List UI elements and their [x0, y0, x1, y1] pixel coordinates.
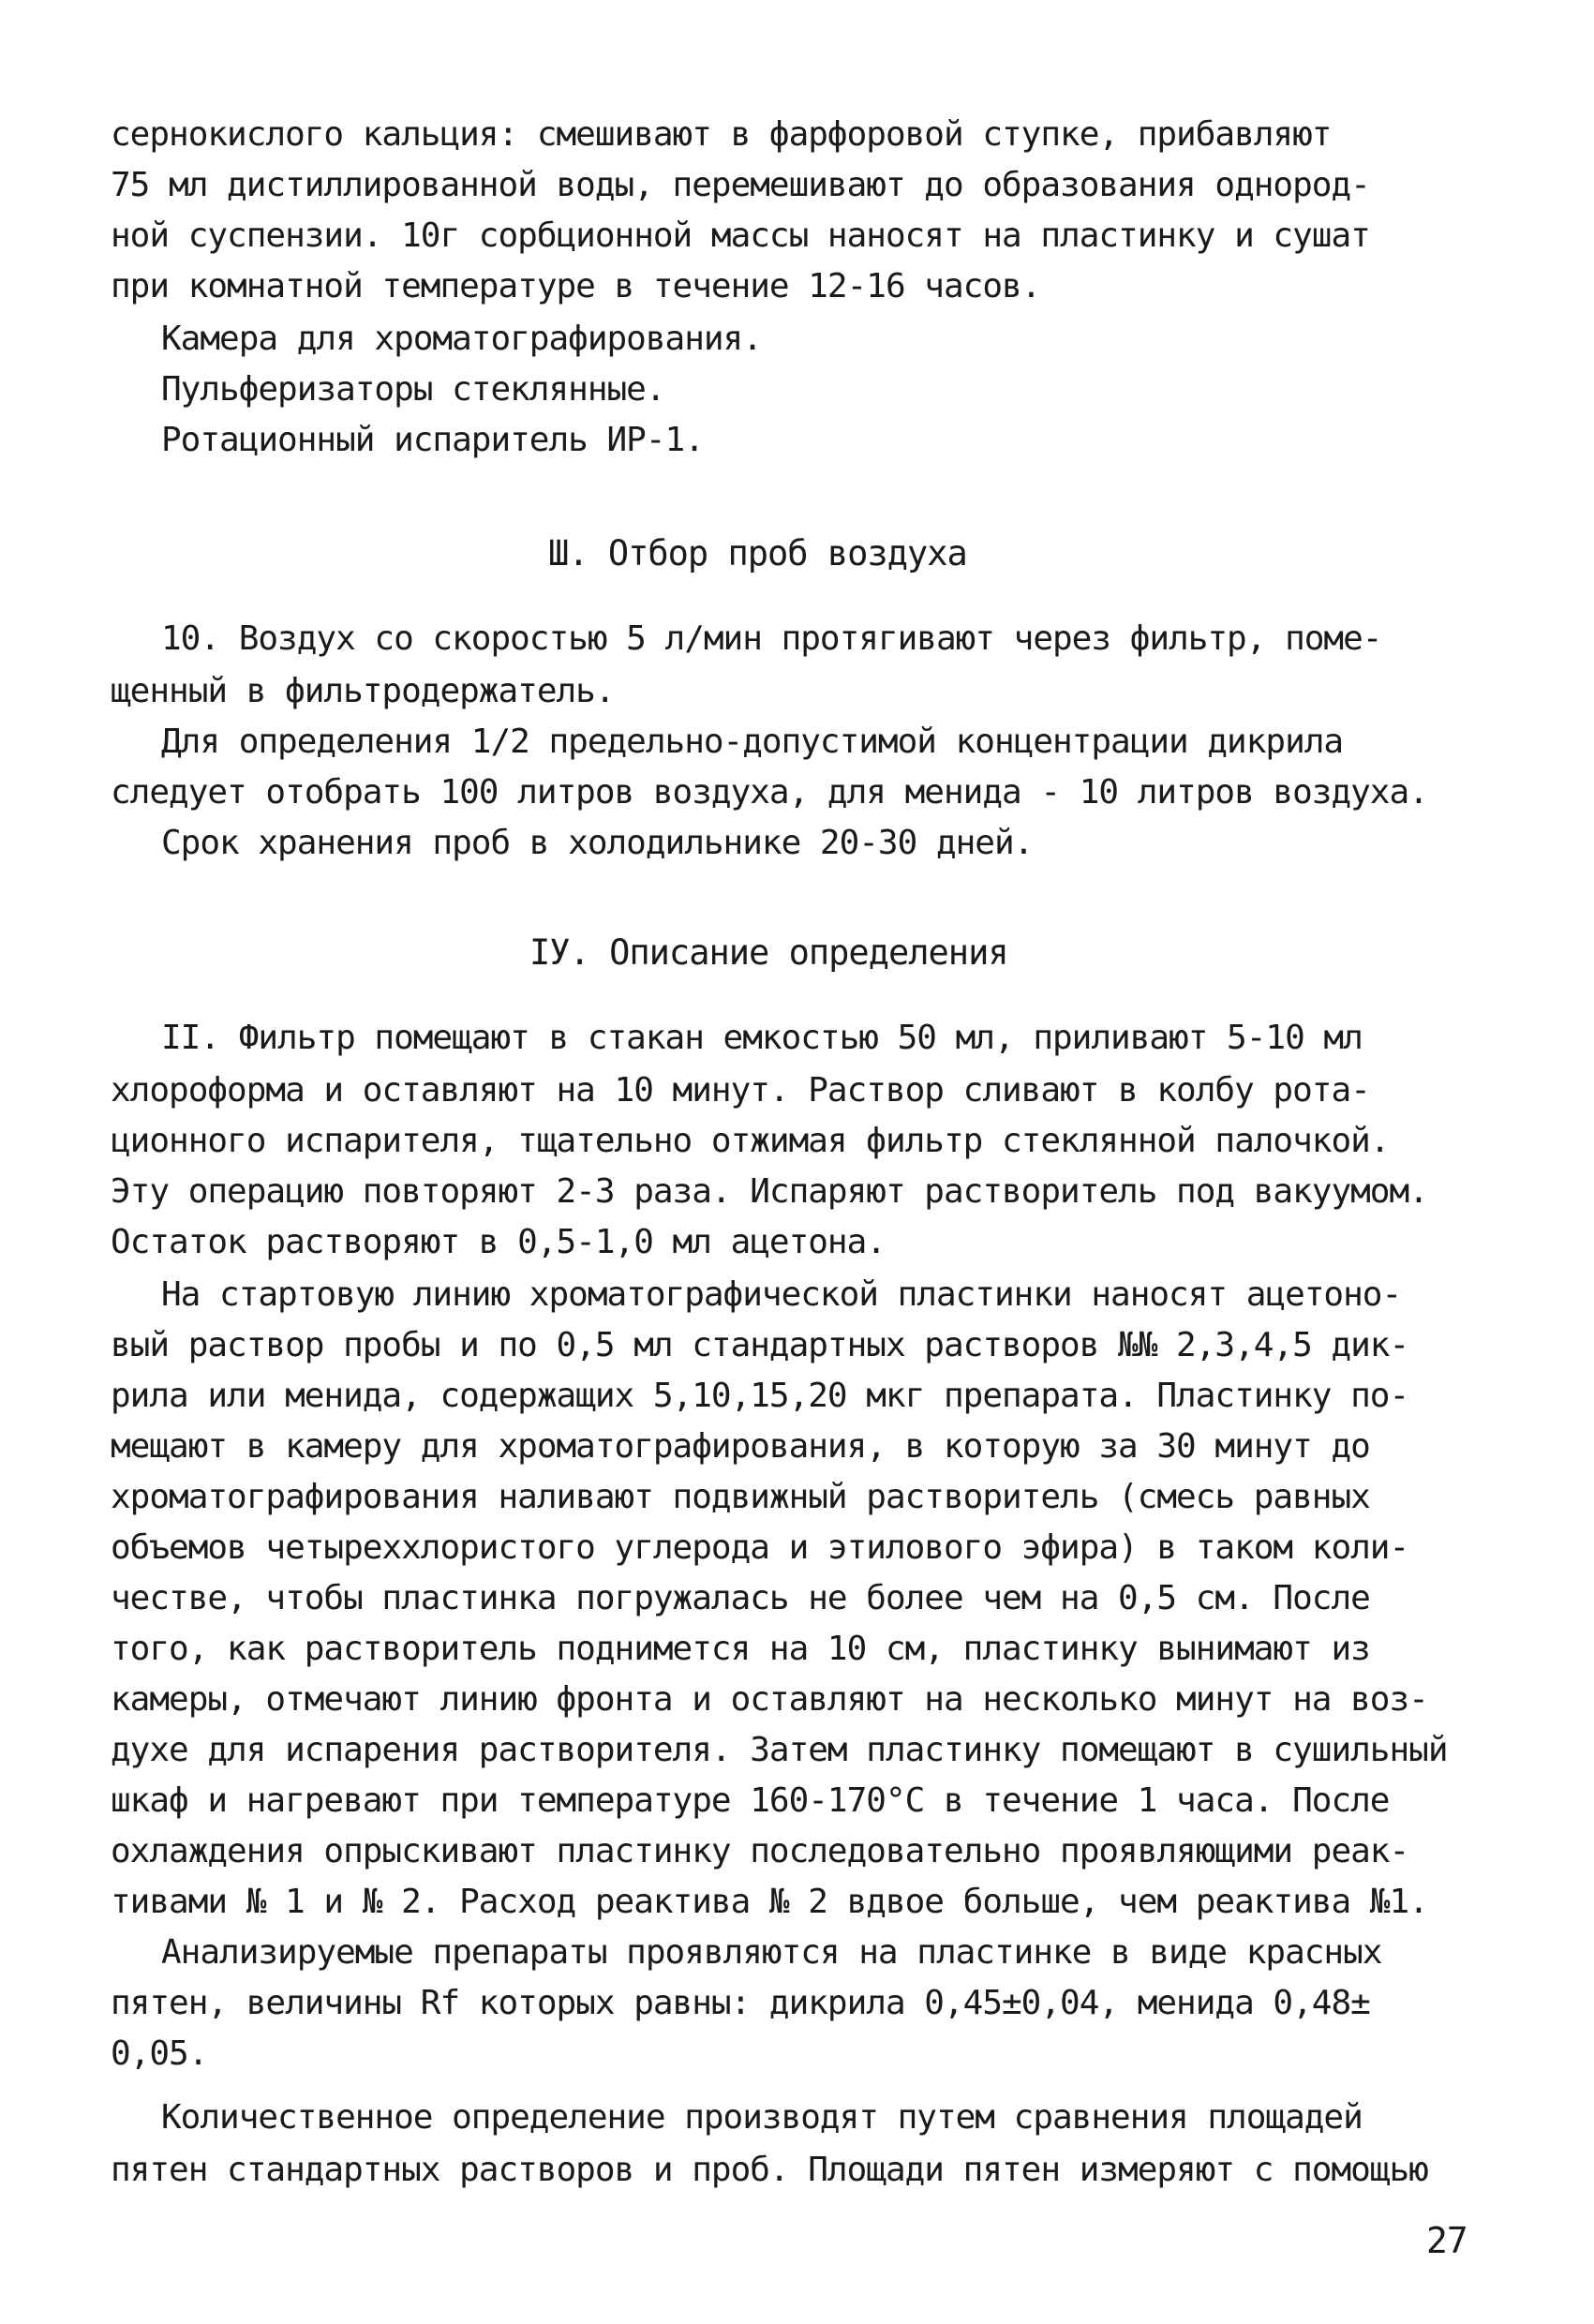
text-line: того, как растворитель поднимется на 10 см, пластинку вынимают из: [111, 1630, 1370, 1668]
text-line: охлаждения опрыскивают пластинку последовательно проявляющими реак-: [111, 1832, 1409, 1870]
text-line: сернокислого кальция: смешивают в фарфоровой ступке, прибавляют: [111, 115, 1332, 154]
text-line: при комнатной температуре в течение 12-16 часов.: [111, 267, 1041, 305]
text-line: Эту операцию повторяют 2-3 раза. Испаряют растворитель под вакуумом.: [111, 1172, 1428, 1211]
text-line: ной суспензии. 10г сорбционной массы наносят на пластинку и сушат: [111, 216, 1370, 255]
text-line: Анализируемые препараты проявляются на пластинке в виде красных: [161, 1933, 1382, 1972]
text-line: вый раствор пробы и по 0,5 мл стандартных растворов №№ 2,3,4,5 дик-: [111, 1326, 1409, 1364]
text-line: Пульферизаторы стеклянные.: [161, 370, 665, 409]
page-number: 27: [1426, 2220, 1467, 2261]
text-line: пятен, величины Rf которых равны: дикрила 0,45±0,04, менида 0,48±: [111, 1984, 1370, 2022]
text-line: следует отобрать 100 литров воздуха, для менида - 10 литров воздуха.: [111, 773, 1428, 812]
section-heading: IУ. Описание определения: [529, 932, 1008, 973]
text-line: 0,05.: [111, 2034, 208, 2073]
text-line: II. Фильтр помещают в стакан емкостью 50 мл, приливают 5-10 мл: [161, 1019, 1363, 1057]
section-heading: Ш. Отбор проб воздуха: [548, 533, 967, 574]
text-line: Ротационный испаритель ИР-1.: [161, 421, 704, 459]
text-line: рила или менида, содержащих 5,10,15,20 мкг препарата. Пластинку по-: [111, 1377, 1409, 1415]
text-line: пятен стандартных растворов и проб. Площади пятен измеряют с помощью: [111, 2151, 1428, 2189]
text-line: Остаток растворяют в 0,5-1,0 мл ацетона.: [111, 1223, 886, 1261]
text-line: 75 мл дистиллированной воды, перемешивают до образования однород-: [111, 166, 1370, 204]
text-line: камеры, отмечают линию фронта и оставляют на несколько минут на воз-: [111, 1680, 1428, 1719]
text-line: духе для испарения растворителя. Затем пластинку помещают в сушильный: [111, 1731, 1448, 1769]
text-line: тивами № 1 и № 2. Расход реактива № 2 вдвое больше, чем реактива №1.: [111, 1883, 1428, 1921]
text-line: 10. Воздух со скоростью 5 л/мин протягивают через фильтр, поме-: [161, 619, 1382, 658]
text-line: мещают в камеру для хроматографирования, в которую за 30 минут до: [111, 1427, 1370, 1466]
text-line: Срок хранения проб в холодильнике 20-30 дней.: [161, 824, 1034, 862]
text-line: хлороформа и оставляют на 10 минут. Раствор сливают в колбу рота-: [111, 1071, 1370, 1110]
text-line: щенный в фильтродержатель.: [111, 672, 615, 710]
text-line: Количественное определение производят путем сравнения площадей: [161, 2098, 1363, 2137]
text-line: шкаф и нагревают при температуре 160-170°С в течение 1 часа. После: [111, 1781, 1390, 1820]
text-line: объемов четыреххлористого углерода и этилового эфира) в таком коли-: [111, 1528, 1409, 1567]
text-line: хроматографирования наливают подвижный растворитель (смесь равных: [111, 1478, 1370, 1516]
text-line: Для определения 1/2 предельно-допустимой концентрации дикрила: [161, 723, 1344, 761]
text-line: На стартовую линию хроматографической пластинки наносят ацетоно-: [161, 1275, 1402, 1314]
text-line: Камера для хроматографирования.: [161, 320, 762, 358]
text-line: ционного испарителя, тщательно отжимая фильтр стеклянной палочкой.: [111, 1122, 1390, 1160]
text-line: честве, чтобы пластинка погружалась не более чем на 0,5 см. После: [111, 1579, 1370, 1617]
